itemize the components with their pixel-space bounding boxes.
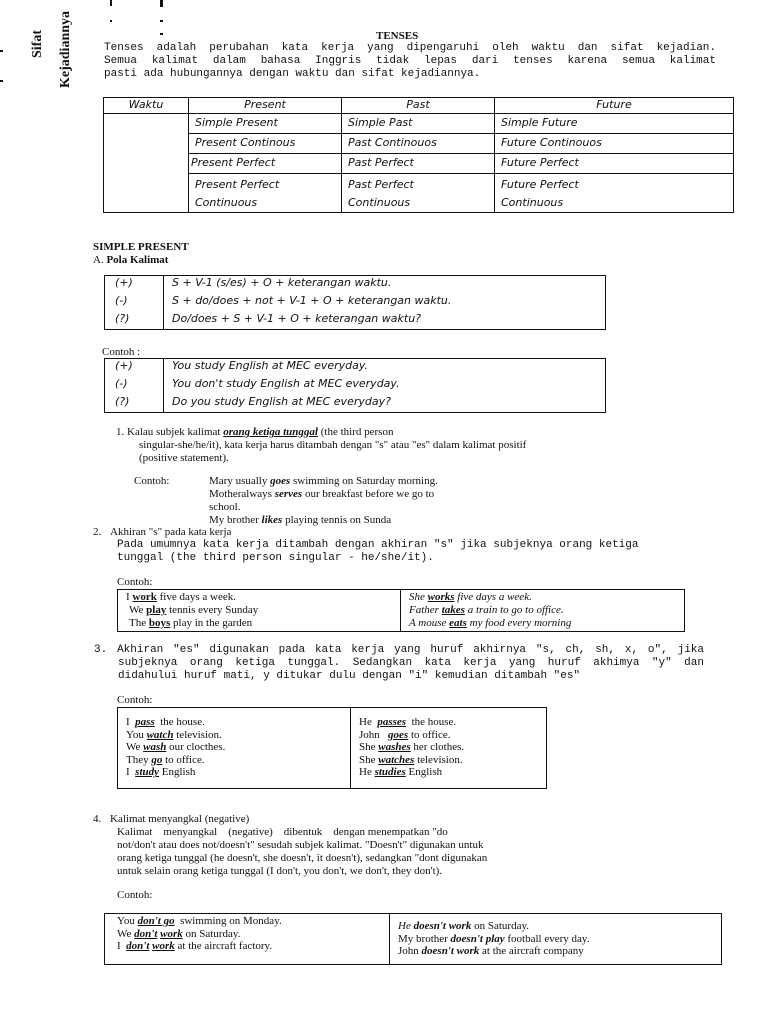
- example-sentence: You study English at MEC everyday.: [172, 359, 369, 372]
- pattern-sign: (?): [105, 312, 164, 330]
- margin-mark: [160, 33, 163, 35]
- example-line: [409, 617, 684, 630]
- example-rest: a train to go to office.: [467, 604, 564, 616]
- example-subject: I: [126, 591, 130, 603]
- example-rest: the house.: [160, 716, 205, 728]
- example-subject: We: [117, 927, 132, 940]
- rule-text: Akhiran "es" digunakan pada kata kerja yang huruf akhirnya "s, ch, sh, x, o", jika: [117, 644, 704, 656]
- example-line: [409, 604, 684, 617]
- rule-2-title: [93, 526, 231, 538]
- example-rest: football every day.: [507, 932, 590, 945]
- example-subject: I: [126, 716, 130, 728]
- rule-4-line: untuk selain orang ketiga tunggal (I don't, you don't, we don't, they don't).: [117, 865, 443, 877]
- rule-title: Akhiran "s" pada kata kerja: [110, 526, 232, 538]
- example-line: [409, 591, 684, 604]
- example-subject: They: [126, 753, 149, 766]
- example-sentence: Do you study English at MEC everyday?: [172, 394, 391, 408]
- rule-4-contoh: Contoh:: [117, 889, 153, 901]
- table-cell: Past Continouos: [342, 134, 495, 154]
- example-line: [126, 729, 350, 742]
- section-heading: SIMPLE PRESENT: [93, 241, 189, 253]
- pattern-table: [104, 275, 606, 330]
- table-cell-line: Continuous: [195, 196, 258, 209]
- example-aux: doesn't work: [421, 945, 480, 957]
- rule-1-line: singular-she/he/it), kata kerja harus ditambah dengan "s" atau "es" dalam kalimat positif: [139, 439, 527, 451]
- example-subject: The: [129, 617, 147, 629]
- pattern-formula: S + V-1 (s/es) + O + keterangan waktu.: [172, 276, 392, 289]
- table-cell-empty: [104, 114, 189, 213]
- intro-line: pasti ada hubungannya dengan waktu dan sifat kejadiannya.: [104, 68, 481, 80]
- rule-3-line: didahului huruf mati, y ditukar dulu dengan "i" kemudian ditambah "es": [118, 670, 581, 682]
- example-subject: My brother: [398, 932, 448, 945]
- rule-text: (the third person: [320, 426, 394, 438]
- example-line: [209, 514, 569, 527]
- example-sign: (?): [105, 395, 164, 413]
- rule-3-left: [118, 708, 351, 789]
- example-subject: She: [359, 741, 376, 754]
- example-rest: on Saturday.: [185, 927, 241, 940]
- example-subject: She: [409, 591, 425, 603]
- example-verb: studies: [374, 766, 406, 779]
- table-header-present: Present: [189, 98, 342, 114]
- example-verb: study: [135, 766, 160, 779]
- example-rest: on Saturday.: [474, 920, 529, 932]
- margin-mark: [160, 20, 163, 22]
- margin-mark: [110, 20, 112, 22]
- example-verb: eats: [449, 617, 467, 629]
- example-verb: washes: [378, 741, 411, 754]
- example-line: [126, 716, 350, 729]
- example-subject: A mouse: [409, 617, 447, 629]
- rule-text: Kalau subjek kalimat: [127, 426, 221, 438]
- example-subject: I: [126, 766, 130, 779]
- rule-number: 2.: [93, 526, 102, 538]
- example-verb: pass: [135, 716, 155, 728]
- example-line: [398, 920, 721, 933]
- example-sign: (+): [105, 359, 164, 377]
- table-cell: [189, 174, 342, 213]
- example-subject: John: [398, 945, 419, 957]
- example-verb: wash: [143, 741, 167, 754]
- example-verb: takes: [441, 604, 465, 616]
- example-line: [209, 475, 569, 488]
- rule-2-line: tunggal (the third person singular - he/she/it).: [117, 552, 434, 564]
- example-line: [117, 940, 389, 953]
- table-cell: Simple Past: [342, 114, 495, 134]
- rule-title: Kalimat menyangkal (negative): [110, 813, 250, 825]
- example-subject: John: [359, 728, 380, 741]
- rule-4-line: not/don't atau does not/doesn't" sesudah subjek kalimat. "Doesn't" digunakan untuk: [117, 839, 484, 851]
- table-cell: Past Perfect: [342, 154, 495, 174]
- rule-2-table: [117, 589, 685, 632]
- example-rest: television.: [176, 728, 222, 741]
- tenses-table: [103, 97, 734, 213]
- table-cell-line: Continuous: [501, 196, 564, 209]
- rule-1: [116, 426, 716, 465]
- example-subject: We: [129, 604, 144, 616]
- pattern-formula: Do/does + S + V-1 + O + keterangan waktu?: [172, 311, 422, 325]
- example-line: [126, 766, 350, 779]
- example-subject: Father: [409, 604, 439, 616]
- tenses-intro: [104, 42, 716, 81]
- rule-3: [94, 644, 704, 683]
- example-subject: Mary usually: [209, 475, 268, 487]
- example-subject: She: [359, 753, 376, 766]
- rule-4-right: [390, 914, 722, 965]
- example-subject: You: [126, 728, 144, 741]
- table-cell-line: Present Perfect: [195, 178, 280, 191]
- rule-3-line: [94, 644, 704, 657]
- example-verb: watch: [146, 728, 174, 741]
- example-line: [117, 915, 389, 928]
- pattern-sign: (-): [105, 294, 164, 312]
- table-cell: Future Perfect: [495, 154, 734, 174]
- example-line: [398, 945, 721, 958]
- example-rest: swimming on Monday.: [180, 915, 282, 927]
- subsection-label: Pola Kalimat: [106, 254, 169, 266]
- example-verb: play: [146, 604, 167, 616]
- example-aux: doesn't play: [450, 932, 505, 945]
- page-title: TENSES: [376, 30, 419, 42]
- example-rest: English: [161, 766, 196, 779]
- example-sentence: You don't study English at MEC everyday.: [172, 376, 400, 390]
- table-cell: Future Continouos: [495, 134, 734, 154]
- rule-1-line: (positive statement).: [139, 452, 229, 464]
- example-aux: don't: [126, 940, 150, 952]
- example-subject: You: [117, 915, 135, 927]
- example-line: [126, 741, 350, 754]
- margin-mark: [160, 0, 163, 7]
- table-cell: Present Perfect: [189, 154, 342, 174]
- example-verb: go: [151, 753, 163, 766]
- example-rest: her clothes.: [413, 741, 465, 754]
- rule-number: 3.: [94, 644, 108, 656]
- example-line: [117, 928, 389, 941]
- example-rest: at the aircraft factory.: [177, 940, 273, 952]
- contoh-label: Contoh :: [102, 346, 141, 358]
- example-subject: He: [359, 766, 372, 779]
- table-cell: Simple Future: [495, 114, 734, 134]
- example-verb: boys: [148, 617, 171, 629]
- example-verb: likes: [261, 514, 283, 526]
- example-subject: We: [126, 741, 141, 754]
- rule-2-contoh: Contoh:: [117, 576, 153, 588]
- example-aux: don't go: [137, 915, 175, 927]
- example-rest: to office.: [165, 753, 205, 766]
- margin-label-sifat: Sifat: [30, 30, 45, 58]
- rule-4-line: Kalimat menyangkal (negative) dibentuk dengan menempatkan "do: [117, 826, 448, 838]
- example-line: [359, 741, 546, 754]
- rule-1-examples: [209, 475, 569, 527]
- rule-3-line: subjeknya orang ketiga tunggal. Sedangkan kata kerja yang huruf akhimya "y" dan: [118, 657, 704, 669]
- example-rest: playing tennis on Sunda: [285, 514, 392, 526]
- rule-2-left: [118, 590, 401, 632]
- rule-3-table: [117, 707, 547, 789]
- example-line: school.: [209, 501, 241, 513]
- rule-2-right: [401, 590, 685, 632]
- intro-line: Tenses adalah perubahan kata kerja yang dipengaruhi oleh waktu dan sifat kejadian.: [104, 42, 716, 54]
- rule-4-table: [104, 913, 722, 965]
- example-line: [126, 591, 400, 604]
- example-verb: serves: [274, 488, 303, 500]
- margin-label-kejadiannya: Kejadiannya: [58, 10, 73, 88]
- rule-2-line: Pada umumnya kata kerja ditambah dengan akhiran "s" jika subjeknya orang ketiga: [117, 539, 639, 551]
- example-subject: I: [117, 940, 121, 952]
- rule-2-body: [117, 539, 697, 565]
- rule-number: 1.: [116, 426, 125, 438]
- example-verb: works: [427, 591, 455, 603]
- rule-4-line: orang ketiga tunggal (he doesn't, she doesn't, it doesn't), sedangkan "dont digunakan: [117, 852, 488, 864]
- example-verb: goes: [270, 475, 291, 487]
- table-cell: Present Continous: [189, 134, 342, 154]
- rule-keyword: orang ketiga tunggal: [223, 426, 318, 438]
- table-cell: [342, 174, 495, 213]
- rule-3-contoh: Contoh:: [117, 694, 153, 706]
- example-subject: Motheralways: [209, 488, 272, 500]
- example-verb: work: [152, 940, 175, 952]
- example-rest: five days a week.: [159, 591, 236, 603]
- table-cell-line: Future Perfect: [501, 178, 579, 191]
- pattern-sign: (+): [105, 276, 164, 294]
- example-line: [359, 729, 546, 742]
- example-line: [359, 766, 546, 779]
- example-rest: English: [408, 766, 443, 779]
- example-aux: don't: [134, 927, 158, 940]
- example-rest: my food every morning: [469, 617, 572, 629]
- subsection-heading: [93, 254, 168, 266]
- example-rest: the house.: [411, 716, 457, 728]
- rule-1-line: [116, 426, 716, 439]
- margin-mark: [0, 50, 3, 52]
- rule-4-title: [93, 813, 249, 825]
- margin-mark: [0, 80, 3, 82]
- rule-3-right: [351, 708, 547, 789]
- example-line: [398, 933, 721, 946]
- example-verb: work: [160, 927, 183, 940]
- example-rest: play in the garden: [173, 617, 253, 629]
- example-rest: television.: [417, 753, 463, 766]
- table-header-future: Future: [495, 98, 734, 114]
- example-line: [126, 617, 400, 630]
- rule-number: 4.: [93, 813, 102, 825]
- example-rest: five days a week.: [457, 591, 532, 603]
- margin-mark: [110, 0, 112, 6]
- example-line: [359, 754, 546, 767]
- table-cell-line: Continuous: [348, 196, 411, 209]
- table-cell: Simple Present: [189, 114, 342, 134]
- rule-1-contoh: Contoh:: [134, 475, 170, 487]
- table-header-waktu: Waktu: [104, 98, 189, 114]
- table-cell-line: Past Perfect: [348, 178, 414, 191]
- example-line: [126, 754, 350, 767]
- example-subject: He: [359, 716, 372, 728]
- example-verb: work: [132, 591, 157, 603]
- example-line: [209, 488, 569, 501]
- example-line: [359, 716, 546, 729]
- example-line: [126, 604, 400, 617]
- example-rest: tennis every Sunday: [169, 604, 259, 616]
- table-cell: [495, 174, 734, 213]
- example-rest: swimming on Saturday morning.: [293, 475, 438, 487]
- example-subject: He: [398, 920, 411, 932]
- example-subject: My brother: [209, 514, 259, 526]
- table-header-past: Past: [342, 98, 495, 114]
- pattern-formula: S + do/does + not + V-1 + O + keterangan waktu.: [172, 293, 452, 307]
- example-rest: our breakfast before we go to: [304, 488, 435, 500]
- subsection-prefix: A.: [93, 254, 104, 266]
- example-aux: doesn't work: [413, 920, 472, 932]
- example-rest: at the aircraft company: [482, 945, 584, 957]
- rule-4-body: [117, 826, 721, 878]
- examples-table: [104, 358, 606, 413]
- example-rest: our clocthes.: [169, 741, 226, 754]
- example-verb: watches: [378, 753, 415, 766]
- example-rest: to office.: [410, 728, 451, 741]
- example-sign: (-): [105, 377, 164, 395]
- intro-line: Semua kalimat dalam bahasa Inggris tidak lepas dari tenses karena semua kalimat: [104, 55, 716, 67]
- example-verb: passes: [377, 716, 407, 728]
- example-verb: goes: [388, 728, 409, 741]
- rule-4-left: [105, 914, 390, 965]
